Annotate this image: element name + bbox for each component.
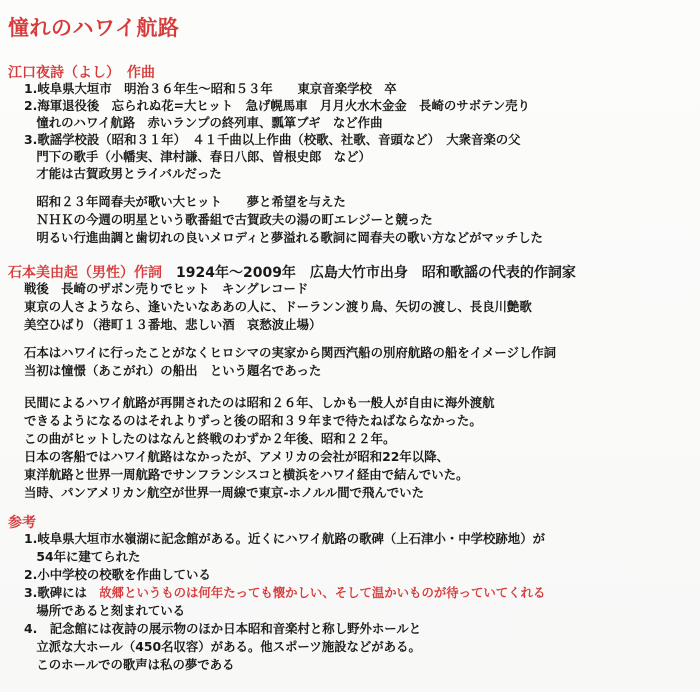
section-heading-reference: 参考 — [8, 515, 36, 531]
text-line: 1.岐阜県大垣市 明治３６年生～昭和５３年 東京音楽学校 卒 — [24, 81, 397, 96]
text-line-with-highlight — [24, 584, 545, 602]
text-line: 日本の客船ではハワイ航路はなかったが、アメリカの会社が昭和22年以降、 — [24, 449, 449, 464]
page-title: 憧れのハワイ航路 — [8, 16, 180, 40]
text-line: このホールでの歌声は私の夢である — [24, 657, 235, 672]
text-line: 2.海軍退役後 忘られぬ花=大ヒット 急げ幌馬車 月月火水木金金 長崎のサボテン売り — [24, 98, 530, 113]
text-line: できるようになるのはそれよりずっと後の昭和３９年まで待たねばならなかった。 — [24, 413, 482, 428]
text-line: ＮＨＫの今週の明星という歌番組で古賀政夫の湯の町エレジーと競った — [24, 212, 433, 227]
text-line: 東京の人さようなら、逢いたいなああの人に、ドーランン渡り鳥、矢切の渡し、長良川艶歌 — [24, 299, 532, 314]
heading-red-part: 石本美由起（男性）作詞 — [8, 265, 162, 281]
text-line-prefix: 3.歌碑には — [24, 585, 87, 600]
text-line: 明るい行進曲調と歯切れの良いメロディと夢溢れる歌詞に岡春夫の歌い方などがマッチした — [24, 230, 543, 245]
highlighted-inscription: 故郷というものは何年たっても懐かしい、そして温かいものが待っていてくれる — [86, 585, 546, 600]
text-line: 石本はハワイに行ったことがなくヒロシマの実家から関西汽船の別府航路の船をイメージし作詞 — [24, 345, 557, 360]
text-line: 才能は古賀政男とライバルだった — [24, 166, 222, 181]
section-heading-composer: 江口夜詩（よし） 作曲 — [8, 65, 155, 81]
text-line: 場所であると刻まれている — [24, 603, 186, 618]
text-line: 当初は憧憬（あこがれ）の船出 という題名であった — [24, 363, 322, 378]
text-line: 4. 記念館には夜詩の展示物のほか日本昭和音楽村と称し野外ホールと — [24, 621, 422, 636]
text-line: 美空ひばり（港町１３番地、悲しい酒 哀愁波止場） — [24, 317, 322, 332]
text-line: 戦後 長崎のザボン売りでヒット キングレコード — [24, 281, 309, 296]
text-line: 門下の歌手（小幡実、津村謙、春日八郎、曽根史郎 など） — [24, 149, 371, 164]
text-line: 東洋航路と世界一周航路でサンフランシスコと横浜をハワイ経由で結んでいた。 — [24, 467, 469, 482]
text-line: 54年に建てられた — [24, 549, 141, 564]
text-line: 立派な大ホール（450名収容）がある。他スポーツ施設などがある。 — [24, 639, 421, 654]
text-line: 民間によるハワイ航路が再開されたのは昭和２６年、しかも一般人が自由に海外渡航 — [24, 395, 495, 410]
heading-rest-part: 1924年～2009年 広島大竹市出身 昭和歌謡の代表的作詞家 — [162, 265, 576, 281]
text-line: 当時、パンアメリカン航空が世界一周線で東京-ホノルル間で飛んでいた — [24, 485, 424, 500]
text-line: 2.小中学校の校歌を作曲している — [24, 567, 211, 582]
text-line: 1.岐阜県大垣市水嶺湖に記念館がある。近くにハワイ航路の歌碑（上石津小・中学校跡地）が — [24, 531, 545, 546]
text-line: 憧れのハワイ航路 赤いランプの終列車、瓢箪ブギ など作曲 — [24, 115, 383, 130]
text-line: 昭和２３年岡春夫が歌い大ヒット 夢と希望を与えた — [24, 194, 346, 209]
text-line: この曲がヒットしたのはなんと終戦のわずか２年後、昭和２２年。 — [24, 431, 396, 446]
text-line: 3.歌謡学校設（昭和３１年） ４１千曲以上作曲（校歌、社歌、音頭など） 大衆音楽の父 — [24, 132, 521, 147]
section-heading-lyricist — [8, 262, 576, 282]
